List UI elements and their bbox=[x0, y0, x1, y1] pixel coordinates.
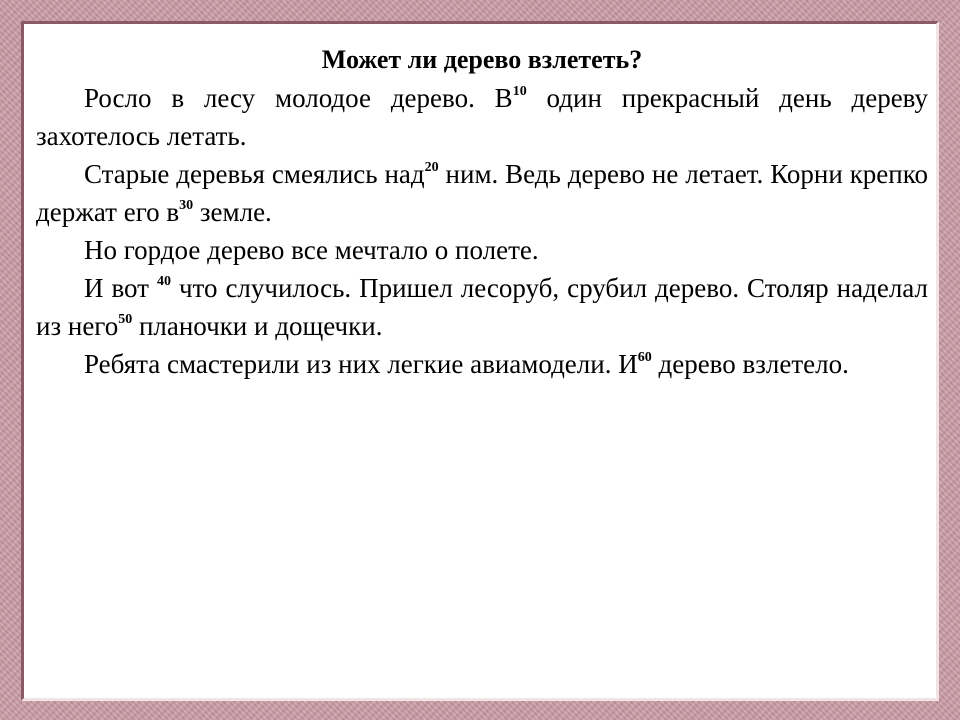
page-title: Может ли дерево взлететь? bbox=[321, 45, 643, 74]
paragraph-text: планочки и дощечки. bbox=[132, 311, 383, 341]
paragraph-text: дерево взлетело. bbox=[651, 349, 849, 379]
paragraphs bbox=[36, 79, 928, 383]
paragraph bbox=[36, 231, 928, 269]
word-count-marker: 20 bbox=[424, 160, 439, 175]
word-count-marker: 30 bbox=[179, 198, 194, 213]
paragraph-text: Старые деревья смеялись над bbox=[84, 159, 425, 189]
paragraph-text: Но гордое дерево все мечтало о полете. bbox=[84, 235, 539, 265]
word-count-marker: 40 bbox=[156, 274, 171, 289]
paragraph bbox=[36, 79, 928, 155]
paragraph-text: ним. Ведь дерево не летает. Корни крепко держат его в bbox=[36, 159, 928, 227]
text-block bbox=[36, 41, 928, 383]
word-count-marker: 60 bbox=[637, 350, 652, 365]
paragraph-text: земле. bbox=[193, 197, 272, 227]
word-count-marker: 10 bbox=[512, 84, 527, 99]
paragraph bbox=[36, 345, 928, 383]
paragraph-text: что случилось. Пришел лесоруб, срубил дерево. Столяр наделал из него bbox=[36, 273, 928, 341]
slide-content-area bbox=[21, 21, 939, 701]
paragraph-text: И вот bbox=[84, 273, 157, 303]
paragraph-text: Росло в лесу молодое дерево. В bbox=[84, 83, 513, 113]
paragraph-text: один прекрасный день дереву захотелось летать. bbox=[36, 83, 929, 151]
paragraph bbox=[36, 155, 928, 231]
paragraph-text: Ребята смастерили из них легкие авиамодели. И bbox=[84, 349, 638, 379]
word-count-marker: 50 bbox=[118, 312, 133, 327]
paragraph bbox=[36, 269, 928, 345]
